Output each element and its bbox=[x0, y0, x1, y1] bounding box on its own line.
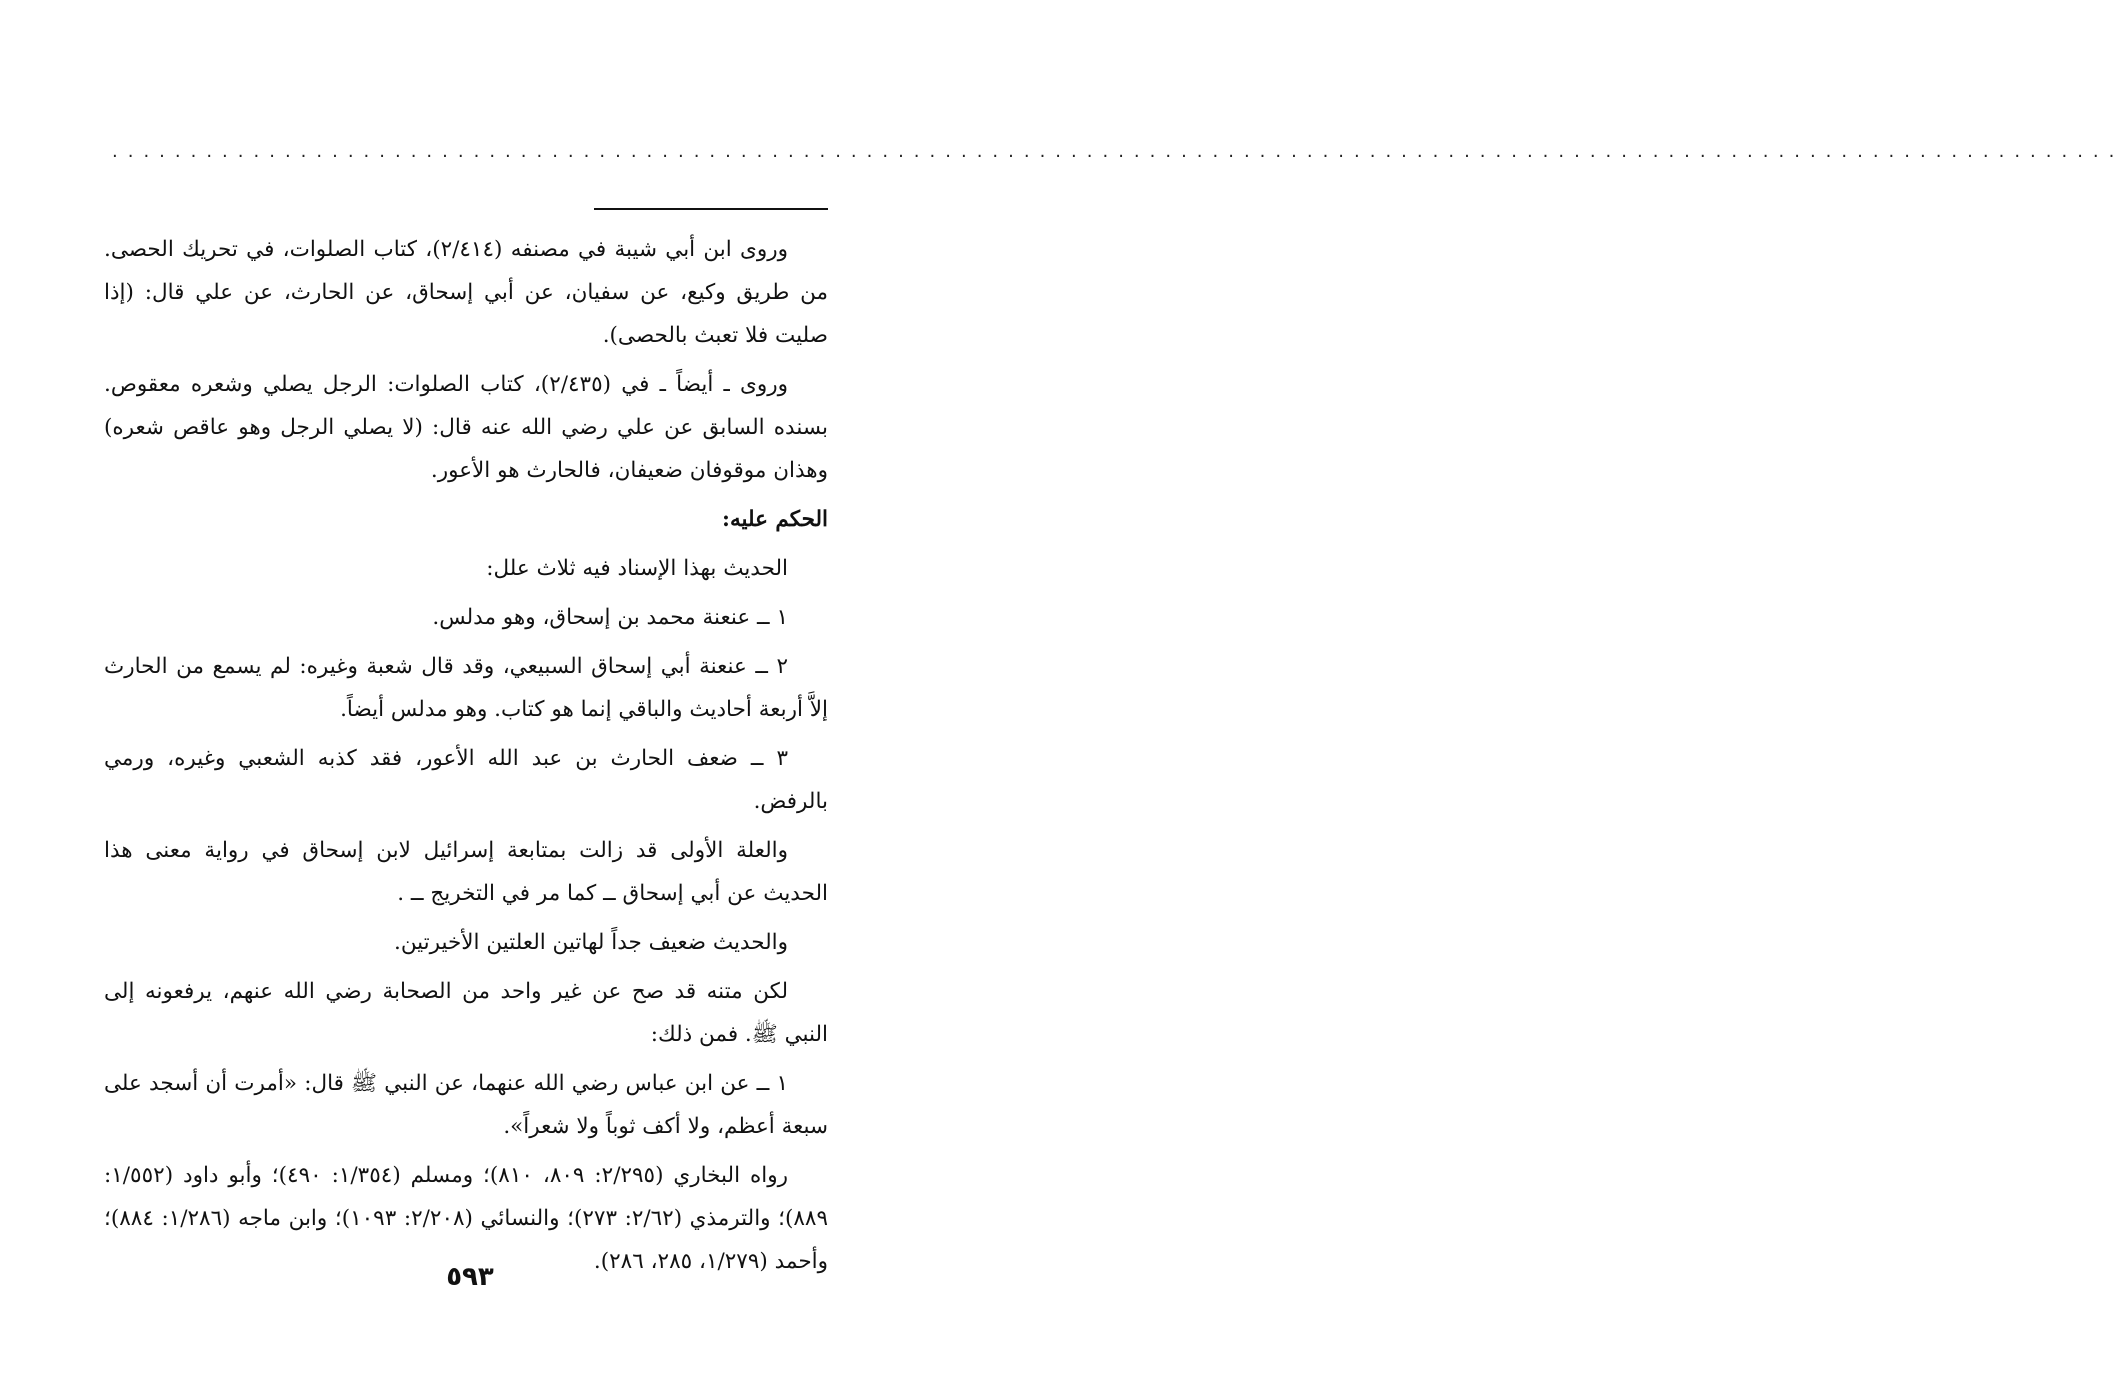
hadith-item-1: ١ ــ عن ابن عباس رضي الله عنهما، عن النبي ﷺ قال: «أمرت أن أسجد على سبعة أعظم، ولا أكف ثوباً ولا شعراً». bbox=[104, 1071, 828, 1139]
references-paragraph: رواه البخاري (٢/٢٩٥: ٨٠٩، ٨١٠)؛ ومسلم (١/٣٥٤: ٤٩٠)؛ وأبو داود (١/٥٥٢: ٨٨٩)؛ والترمذي (٢/٦٢: ٢٧٣)؛ والنسائي (٢/٢٠٨: ١٠٩٣)؛ وابن ماجه (١/٢٨٦: ٨٨٤)؛ وأحمد (١/٢٧٩، ٢٨٥، ٢٨٦). bbox=[104, 1163, 829, 1274]
paragraph-5: والحديث ضعيف جداً لهاتين العلتين الأخيرتين. bbox=[393, 930, 788, 955]
paragraph-2: وروى ـ أيضاً ـ في (٢/٤٣٥)، كتاب الصلوات: الرجل يصلي وشعره معقوص. بسنده السابق عن علي رضي الله عنه قال: (لا يصلي الرجل وهو عاقص شعره) وهذان موقوفان ضعيفان، فالحارث هو الأعور. bbox=[104, 372, 828, 483]
section-heading: الحكم عليه: bbox=[722, 507, 828, 532]
main-text bbox=[104, 228, 828, 1289]
paragraph-3: الحديث بهذا الإسناد فيه ثلاث علل: bbox=[486, 556, 788, 581]
list-item-1: ١ ــ عنعنة محمد بن إسحاق، وهو مدلس. bbox=[432, 605, 788, 630]
dotted-separator: ................................................................................................................................ bbox=[112, 141, 2124, 162]
list-item-3: ٣ ــ ضعف الحارث بن عبد الله الأعور، فقد كذبه الشعبي وغيره، ورمي بالرفض. bbox=[104, 746, 828, 814]
paragraph-4: والعلة الأولى قد زالت بمتابعة إسرائيل لابن إسحاق في رواية معنى هذا الحديث عن أبي إسحاق ــ كما مر في التخريج ــ . bbox=[104, 838, 828, 906]
paragraph-1: وروى ابن أبي شيبة في مصنفه (٢/٤١٤)، كتاب الصلوات، في تحريك الحصى. من طريق وكيع، عن سفيان، عن أبي إسحاق، عن الحارث، عن علي قال: (إذا صليت فلا تعبث بالحصى). bbox=[104, 237, 828, 348]
page-number: ٥٩٣ bbox=[446, 1262, 494, 1292]
footnote-rule bbox=[594, 208, 828, 210]
list-item-2: ٢ ــ عنعنة أبي إسحاق السبيعي، وقد قال شعبة وغيره: لم يسمع من الحارث إلاَّ أربعة أحاديث والباقي إنما هو كتاب. وهو مدلس أيضاً. bbox=[104, 654, 828, 722]
paragraph-6: لكن متنه قد صح عن غير واحد من الصحابة رضي الله عنهم، يرفعونه إلى النبي ﷺ. فمن ذلك: bbox=[104, 979, 828, 1047]
